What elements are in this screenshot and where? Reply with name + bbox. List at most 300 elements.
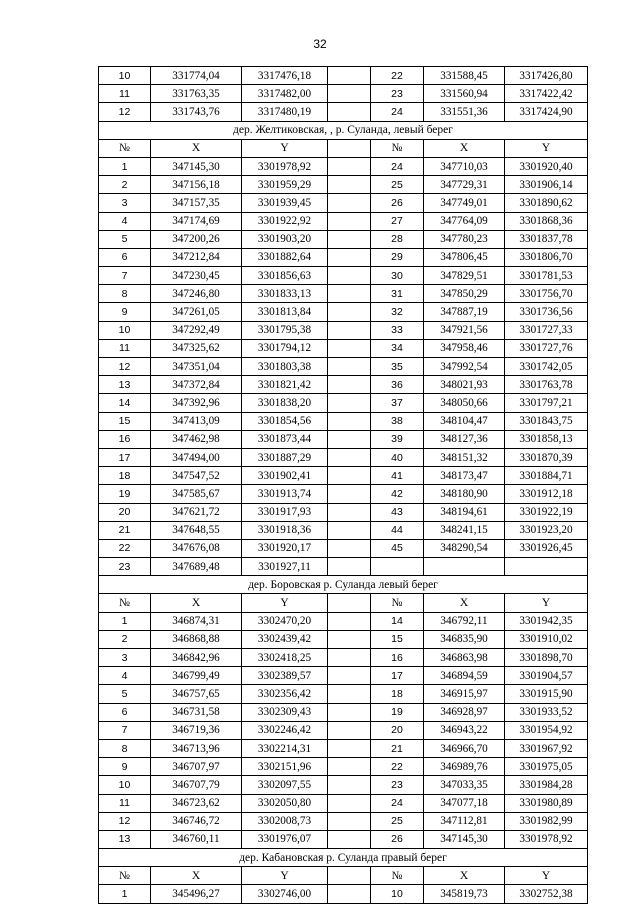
table-cell: 15: [99, 412, 151, 430]
table-cell: 347077,18: [424, 794, 505, 812]
table-cell: 347200,26: [151, 230, 242, 248]
table-cell: 3301736,56: [505, 303, 588, 321]
table-row: [99, 630, 588, 648]
column-header: X: [424, 139, 505, 157]
table-cell: 10: [99, 776, 151, 794]
table-cell: 347729,31: [424, 176, 505, 194]
table-cell: 3301906,14: [505, 176, 588, 194]
table-cell: 1: [99, 885, 151, 903]
table-row: [99, 667, 588, 685]
table-cell: [328, 103, 371, 121]
table-cell: 3301884,71: [505, 467, 588, 485]
column-header: X: [424, 867, 505, 885]
table-cell: 33: [371, 321, 424, 339]
column-header: Y: [505, 594, 588, 612]
table-cell: 15: [371, 630, 424, 648]
section-title: дер. Кабановская р. Суланда правый берег: [99, 849, 588, 867]
table-cell: 347689,48: [151, 558, 242, 576]
table-cell: 346719,36: [151, 721, 242, 739]
table-row: [99, 830, 588, 848]
table-cell: 22: [371, 758, 424, 776]
table-cell: 7: [99, 721, 151, 739]
table-cell: 19: [371, 703, 424, 721]
table-cell: 3301882,64: [242, 248, 328, 266]
table-cell: 348104,47: [424, 412, 505, 430]
table-cell: 348127,36: [424, 430, 505, 448]
table-cell: [328, 830, 371, 848]
table-cell: 3301954,92: [505, 721, 588, 739]
table-row: [99, 758, 588, 776]
table-cell: 3301858,13: [505, 430, 588, 448]
table-cell: 41: [371, 467, 424, 485]
table-cell: 347230,45: [151, 267, 242, 285]
table-cell: 3301926,45: [505, 539, 588, 557]
table-row: [99, 230, 588, 248]
table-cell: 346835,90: [424, 630, 505, 648]
table-cell: 348151,32: [424, 448, 505, 466]
column-header: X: [151, 867, 242, 885]
table-cell: 3301803,38: [242, 358, 328, 376]
table-cell: 3301873,44: [242, 430, 328, 448]
table-cell: 32: [371, 303, 424, 321]
table-cell: 3302246,42: [242, 721, 328, 739]
table-cell: 3302356,42: [242, 685, 328, 703]
column-header: [328, 139, 371, 157]
table-cell: 3317424,90: [505, 103, 588, 121]
table-cell: 347749,01: [424, 194, 505, 212]
table-cell: [328, 212, 371, 230]
table-cell: 16: [99, 430, 151, 448]
table-row: [99, 267, 588, 285]
table-cell: 348241,15: [424, 521, 505, 539]
table-cell: 346874,31: [151, 612, 242, 630]
table-cell: 14: [99, 394, 151, 412]
table-cell: [328, 176, 371, 194]
table-cell: 3: [99, 649, 151, 667]
table-cell: [328, 358, 371, 376]
section-title: дер. Желтиковская, , р. Суланда, левый берег: [99, 121, 588, 139]
column-header: [328, 594, 371, 612]
table-cell: 3302439,42: [242, 630, 328, 648]
table-cell: 10: [99, 67, 151, 85]
table-cell: 3301854,56: [242, 412, 328, 430]
table-cell: 347585,67: [151, 485, 242, 503]
table-cell: [371, 558, 424, 576]
table-cell: 3301910,02: [505, 630, 588, 648]
table-cell: 7: [99, 267, 151, 285]
table-cell: 347921,56: [424, 321, 505, 339]
table-header-row: [99, 139, 588, 157]
table-cell: 3301797,21: [505, 394, 588, 412]
table-cell: 3301980,89: [505, 794, 588, 812]
table-cell: [328, 303, 371, 321]
table-cell: 348194,61: [424, 503, 505, 521]
table-cell: 38: [371, 412, 424, 430]
table-cell: 347174,69: [151, 212, 242, 230]
table-cell: [328, 612, 371, 630]
table-cell: 3301922,19: [505, 503, 588, 521]
table-cell: 10: [99, 321, 151, 339]
table-cell: [328, 448, 371, 466]
table-cell: 6: [99, 703, 151, 721]
table-cell: [328, 558, 371, 576]
column-header: №: [99, 594, 151, 612]
table-cell: 347648,55: [151, 521, 242, 539]
table-cell: [328, 267, 371, 285]
table-cell: 3301868,36: [505, 212, 588, 230]
table-cell: 3302470,20: [242, 612, 328, 630]
table-row: [99, 394, 588, 412]
table-cell: 347112,81: [424, 812, 505, 830]
page-number: 32: [313, 37, 327, 51]
table-row: [99, 539, 588, 557]
table-cell: 347392,96: [151, 394, 242, 412]
table-cell: 346842,96: [151, 649, 242, 667]
table-cell: 346746,72: [151, 812, 242, 830]
table-cell: 34: [371, 339, 424, 357]
table-cell: 347829,51: [424, 267, 505, 285]
table-cell: 21: [99, 521, 151, 539]
table-cell: 3301982,99: [505, 812, 588, 830]
table-cell: 3301915,90: [505, 685, 588, 703]
table-cell: 3301813,84: [242, 303, 328, 321]
table-cell: 347156,18: [151, 176, 242, 194]
table-row: [99, 321, 588, 339]
column-header: Y: [505, 139, 588, 157]
table-cell: [328, 285, 371, 303]
table-cell: 25: [371, 176, 424, 194]
table-cell: 45: [371, 539, 424, 557]
table-cell: 3: [99, 194, 151, 212]
table-cell: [328, 430, 371, 448]
table-cell: 3301939,45: [242, 194, 328, 212]
table-cell: [328, 703, 371, 721]
table-cell: 40: [371, 448, 424, 466]
table-cell: 347462,98: [151, 430, 242, 448]
table-cell: 3301975,05: [505, 758, 588, 776]
table-cell: 8: [99, 285, 151, 303]
table-cell: 3301806,70: [505, 248, 588, 266]
table-row: [99, 103, 588, 121]
table-cell: 347958,46: [424, 339, 505, 357]
table-row: [99, 776, 588, 794]
table-cell: 3302050,80: [242, 794, 328, 812]
table-cell: 12: [99, 358, 151, 376]
table-cell: 347621,72: [151, 503, 242, 521]
table-row: [99, 303, 588, 321]
table-cell: 5: [99, 230, 151, 248]
table-cell: 3301763,78: [505, 376, 588, 394]
table-cell: 23: [371, 85, 424, 103]
table-cell: 347850,29: [424, 285, 505, 303]
table-cell: 18: [99, 467, 151, 485]
table-cell: 3317422,42: [505, 85, 588, 103]
table-cell: [328, 321, 371, 339]
table-cell: 3301781,53: [505, 267, 588, 285]
table-cell: 3301887,29: [242, 448, 328, 466]
table-cell: 42: [371, 485, 424, 503]
table-cell: 346989,76: [424, 758, 505, 776]
table-cell: 23: [99, 558, 151, 576]
table-cell: 348173,47: [424, 467, 505, 485]
table-cell: 35: [371, 358, 424, 376]
table-header-row: [99, 594, 588, 612]
section-title: дер. Боровская р. Суланда левый берег: [99, 576, 588, 594]
table-cell: 347325,62: [151, 339, 242, 357]
column-header: X: [424, 594, 505, 612]
table-cell: 3301976,07: [242, 830, 328, 848]
table-cell: 3301984,28: [505, 776, 588, 794]
table-cell: 3302746,00: [242, 885, 328, 903]
table-cell: [328, 539, 371, 557]
table-cell: 3301843,75: [505, 412, 588, 430]
table-cell: 3301821,42: [242, 376, 328, 394]
table-cell: 9: [99, 303, 151, 321]
column-header: Y: [242, 867, 328, 885]
table-cell: 3302097,55: [242, 776, 328, 794]
table-cell: 11: [99, 794, 151, 812]
table-cell: 3301795,38: [242, 321, 328, 339]
table-cell: 347806,45: [424, 248, 505, 266]
table-cell: 331588,45: [424, 67, 505, 85]
table-row: [99, 430, 588, 448]
table-cell: 44: [371, 521, 424, 539]
table-cell: 345496,27: [151, 885, 242, 903]
table-cell: 3301920,17: [242, 539, 328, 557]
table-cell: 1: [99, 157, 151, 175]
table-cell: 346723,62: [151, 794, 242, 812]
table-cell: 28: [371, 230, 424, 248]
table-row: [99, 703, 588, 721]
column-header: №: [371, 867, 424, 885]
table-cell: [328, 739, 371, 757]
table-cell: [328, 685, 371, 703]
table-cell: 346707,79: [151, 776, 242, 794]
table-row: [99, 358, 588, 376]
table-cell: 4: [99, 212, 151, 230]
table-cell: 347351,04: [151, 358, 242, 376]
table-cell: 27: [371, 212, 424, 230]
table-cell: 43: [371, 503, 424, 521]
column-header: №: [99, 867, 151, 885]
table-row: [99, 649, 588, 667]
table-cell: 331743,76: [151, 103, 242, 121]
table-row: [99, 558, 588, 576]
table-cell: 19: [99, 485, 151, 503]
table-cell: 3301959,29: [242, 176, 328, 194]
table-cell: 9: [99, 758, 151, 776]
table-cell: 346915,97: [424, 685, 505, 703]
table-cell: [328, 630, 371, 648]
table-cell: 3301912,18: [505, 485, 588, 503]
table-cell: 26: [371, 830, 424, 848]
table-cell: 347246,80: [151, 285, 242, 303]
table-cell: 3301833,13: [242, 285, 328, 303]
table-cell: 345819,73: [424, 885, 505, 903]
table-cell: 347372,84: [151, 376, 242, 394]
table-cell: 3317480,19: [242, 103, 328, 121]
section-title-row: [99, 121, 588, 139]
table-cell: 347261,05: [151, 303, 242, 321]
table-cell: 17: [99, 448, 151, 466]
table-cell: 346928,97: [424, 703, 505, 721]
table-cell: [328, 758, 371, 776]
table-cell: 3317476,18: [242, 67, 328, 85]
table-cell: 3317426,80: [505, 67, 588, 85]
table-cell: [328, 85, 371, 103]
table-cell: 3301727,76: [505, 339, 588, 357]
table-header-row: [99, 867, 588, 885]
table-row: [99, 67, 588, 85]
table-cell: 347145,30: [151, 157, 242, 175]
table-cell: 39: [371, 430, 424, 448]
table-cell: 12: [99, 812, 151, 830]
table-cell: [328, 67, 371, 85]
table-cell: 348180,90: [424, 485, 505, 503]
table-cell: 11: [99, 85, 151, 103]
table-cell: [328, 776, 371, 794]
table-cell: 346760,11: [151, 830, 242, 848]
table-row: [99, 739, 588, 757]
table-cell: 22: [99, 539, 151, 557]
table-row: [99, 248, 588, 266]
table-cell: [328, 794, 371, 812]
table-cell: [328, 248, 371, 266]
table-cell: 347992,54: [424, 358, 505, 376]
table-cell: 346799,49: [151, 667, 242, 685]
table-cell: 3301837,78: [505, 230, 588, 248]
table-cell: 24: [371, 157, 424, 175]
table-cell: 3301756,70: [505, 285, 588, 303]
table-cell: 347212,84: [151, 248, 242, 266]
table-cell: 12: [99, 103, 151, 121]
table-cell: 3301794,12: [242, 339, 328, 357]
table-cell: 2: [99, 630, 151, 648]
table-row: [99, 157, 588, 175]
table-cell: 346943,22: [424, 721, 505, 739]
table-cell: [328, 485, 371, 503]
table-cell: 30: [371, 267, 424, 285]
table-cell: 3302151,96: [242, 758, 328, 776]
table-cell: [328, 394, 371, 412]
table-cell: 347547,52: [151, 467, 242, 485]
table-cell: 346863,98: [424, 649, 505, 667]
table-cell: 331774,04: [151, 67, 242, 85]
table-cell: 21: [371, 739, 424, 757]
table-cell: 18: [371, 685, 424, 703]
table-cell: 3301904,57: [505, 667, 588, 685]
table-row: [99, 412, 588, 430]
table-cell: 16: [371, 649, 424, 667]
column-header: Y: [242, 139, 328, 157]
table-cell: [328, 230, 371, 248]
table-cell: 3301927,11: [242, 558, 328, 576]
table-cell: 3301917,93: [242, 503, 328, 521]
table-cell: 2: [99, 176, 151, 194]
table-cell: 24: [371, 794, 424, 812]
table-cell: 348290,54: [424, 539, 505, 557]
table-cell: [328, 467, 371, 485]
table-cell: 331560,94: [424, 85, 505, 103]
table-cell: 24: [371, 103, 424, 121]
table-row: [99, 194, 588, 212]
table-row: [99, 467, 588, 485]
table-cell: 346894,59: [424, 667, 505, 685]
table-cell: 347494,00: [151, 448, 242, 466]
table-cell: 3302752,38: [505, 885, 588, 903]
table-row: [99, 448, 588, 466]
column-header: №: [371, 139, 424, 157]
table-cell: 3301903,20: [242, 230, 328, 248]
table-cell: [424, 558, 505, 576]
table-cell: 3302389,57: [242, 667, 328, 685]
column-header: [328, 867, 371, 885]
section-title-row: [99, 576, 588, 594]
table-cell: 13: [99, 376, 151, 394]
table-cell: 31: [371, 285, 424, 303]
table-cell: 3301967,92: [505, 739, 588, 757]
table-cell: 1: [99, 612, 151, 630]
column-header: Y: [242, 594, 328, 612]
table-cell: 3301902,41: [242, 467, 328, 485]
table-cell: 3301978,92: [505, 830, 588, 848]
table-cell: 347413,09: [151, 412, 242, 430]
table-cell: 3301742,05: [505, 358, 588, 376]
table-row: [99, 376, 588, 394]
table-cell: 3302008,73: [242, 812, 328, 830]
table-cell: 347676,08: [151, 539, 242, 557]
section-title-row: [99, 849, 588, 867]
table-cell: 346713,96: [151, 739, 242, 757]
table-cell: [328, 412, 371, 430]
column-header: №: [99, 139, 151, 157]
table-row: [99, 503, 588, 521]
table-cell: [328, 649, 371, 667]
table-cell: 3301942,35: [505, 612, 588, 630]
table-cell: 347145,30: [424, 830, 505, 848]
table-cell: 347764,09: [424, 212, 505, 230]
table-cell: 3301856,63: [242, 267, 328, 285]
table-cell: [328, 885, 371, 903]
table-cell: [328, 503, 371, 521]
table-row: [99, 212, 588, 230]
table-cell: 348021,93: [424, 376, 505, 394]
table-cell: 347887,19: [424, 303, 505, 321]
table-cell: 20: [371, 721, 424, 739]
table-row: [99, 485, 588, 503]
table-cell: 20: [99, 503, 151, 521]
table-cell: 346966,70: [424, 739, 505, 757]
table-cell: 5: [99, 685, 151, 703]
table-cell: 3317482,00: [242, 85, 328, 103]
table-cell: [328, 376, 371, 394]
table-row: [99, 885, 588, 903]
table-cell: [328, 667, 371, 685]
table-cell: 25: [371, 812, 424, 830]
table-cell: 347292,49: [151, 321, 242, 339]
table-row: [99, 685, 588, 703]
table-cell: 3302309,43: [242, 703, 328, 721]
table-cell: 346707,97: [151, 758, 242, 776]
table-cell: 23: [371, 776, 424, 794]
table-cell: 6: [99, 248, 151, 266]
table-cell: 3301870,39: [505, 448, 588, 466]
table-cell: 348050,66: [424, 394, 505, 412]
table-cell: 3301918,36: [242, 521, 328, 539]
table-cell: 3301913,74: [242, 485, 328, 503]
table-cell: 346792,11: [424, 612, 505, 630]
table-cell: [505, 558, 588, 576]
